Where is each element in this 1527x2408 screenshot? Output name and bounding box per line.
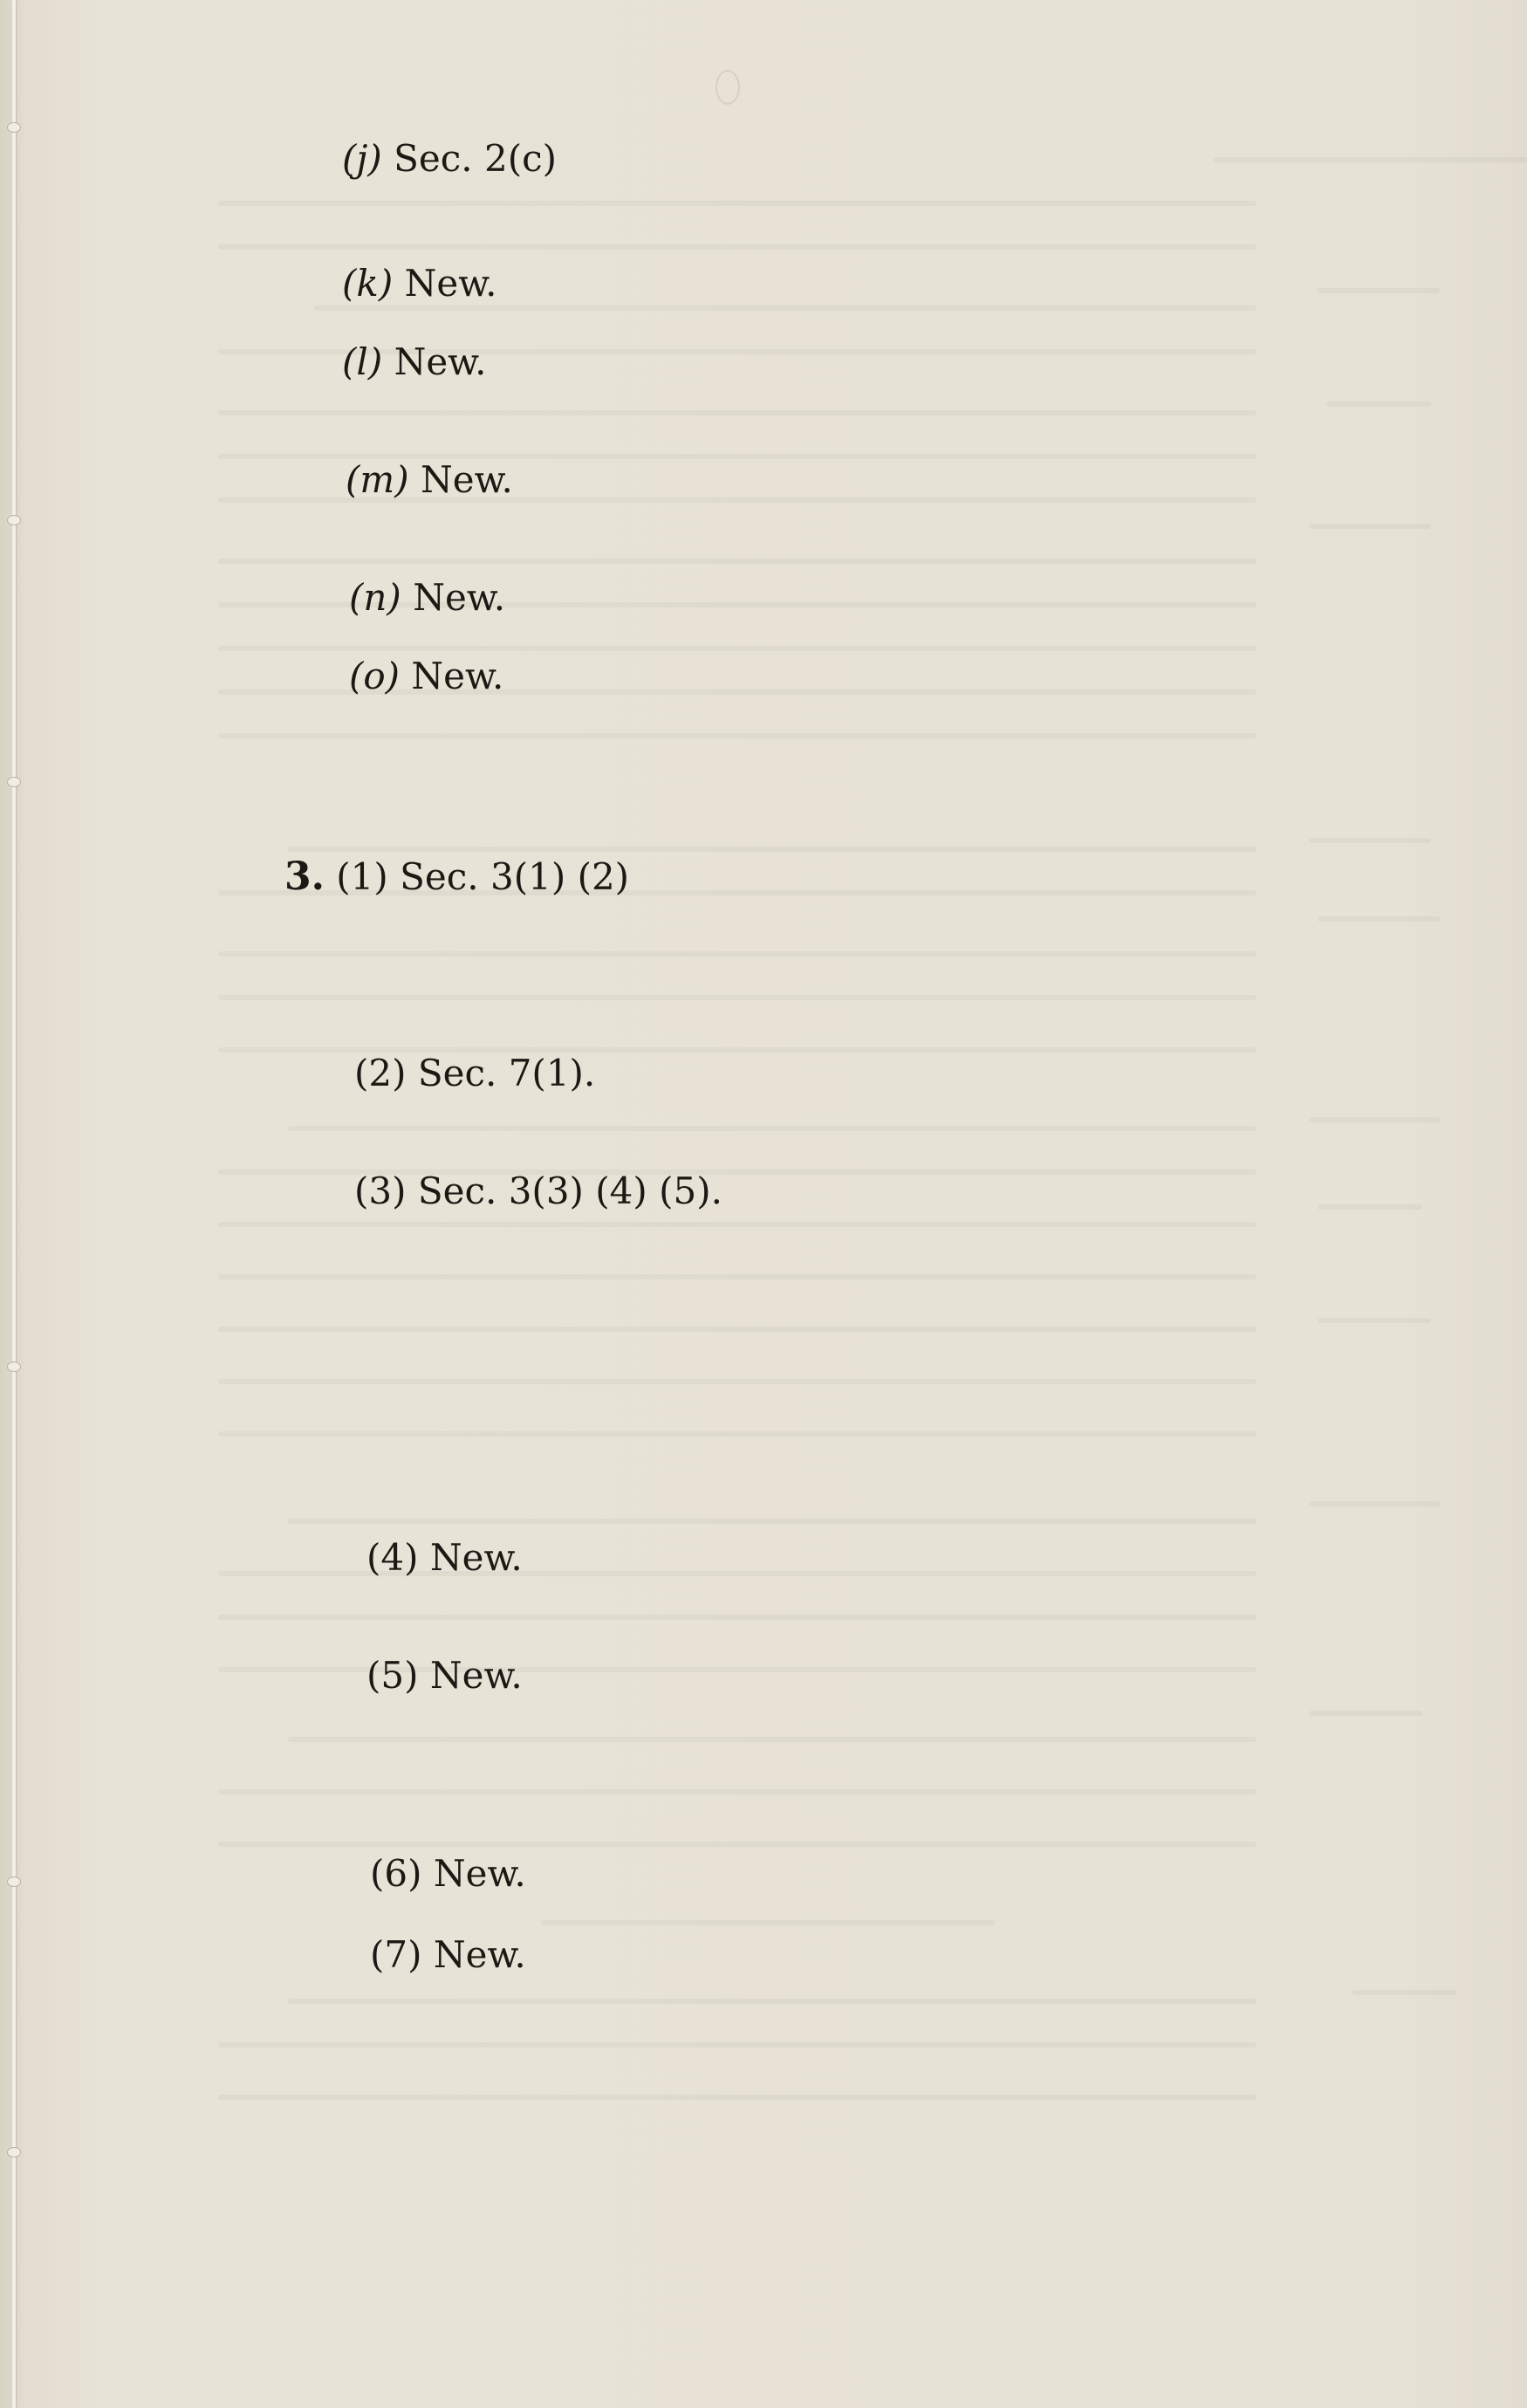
note-marker: (l) — [342, 340, 383, 383]
item-marker: (2) — [354, 1052, 407, 1094]
section-3-item-4 — [366, 1536, 523, 1580]
note-marker: (n) — [349, 576, 401, 619]
item-text: Sec. 3(3) (4) (5). — [417, 1170, 722, 1212]
note-text: New. — [404, 262, 497, 305]
note-text: New. — [420, 458, 513, 501]
item-text: New. — [433, 1933, 526, 1976]
section-3-item-1 — [284, 855, 629, 899]
section-number: 3. — [284, 854, 325, 899]
note-marker: (j) — [342, 137, 382, 180]
note-m — [346, 458, 513, 502]
section-3-item-5 — [366, 1654, 523, 1698]
section-3-item-6 — [370, 1852, 526, 1896]
note-o — [349, 655, 503, 698]
bleed-through-folio-mark — [716, 70, 740, 105]
binding-stitch — [7, 122, 21, 133]
item-text: New. — [433, 1852, 526, 1895]
binding-stitch — [7, 1362, 21, 1372]
binding-stitch — [7, 515, 21, 525]
note-n — [349, 576, 505, 620]
note-marker: (k) — [342, 262, 394, 305]
binding-stitch — [7, 1876, 21, 1887]
item-marker: (1) — [336, 855, 388, 898]
section-3-item-3 — [354, 1170, 722, 1213]
item-marker: (3) — [354, 1170, 407, 1212]
section-3-item-7 — [370, 1933, 526, 1977]
item-text: New. — [429, 1536, 523, 1579]
item-text: New. — [429, 1654, 523, 1697]
note-k — [342, 262, 497, 305]
binding-stitch — [7, 2147, 21, 2158]
note-text: Sec. 2(c) — [394, 137, 558, 180]
binding-stitch — [7, 777, 21, 787]
item-marker: (6) — [370, 1852, 422, 1895]
section-3-item-2 — [354, 1052, 595, 1095]
item-marker: (7) — [370, 1933, 422, 1976]
note-marker: (o) — [349, 655, 401, 697]
item-marker: (4) — [366, 1536, 419, 1579]
note-marker: (m) — [346, 458, 409, 501]
note-l — [342, 340, 487, 384]
page-binding-edge — [12, 0, 16, 2408]
note-text: New. — [394, 340, 487, 383]
note-j — [342, 137, 557, 181]
item-text: Sec. 7(1). — [417, 1052, 596, 1094]
note-text: New. — [413, 576, 506, 619]
note-text: New. — [411, 655, 504, 697]
item-marker: (5) — [366, 1654, 419, 1697]
item-text: Sec. 3(1) (2) — [400, 855, 630, 898]
